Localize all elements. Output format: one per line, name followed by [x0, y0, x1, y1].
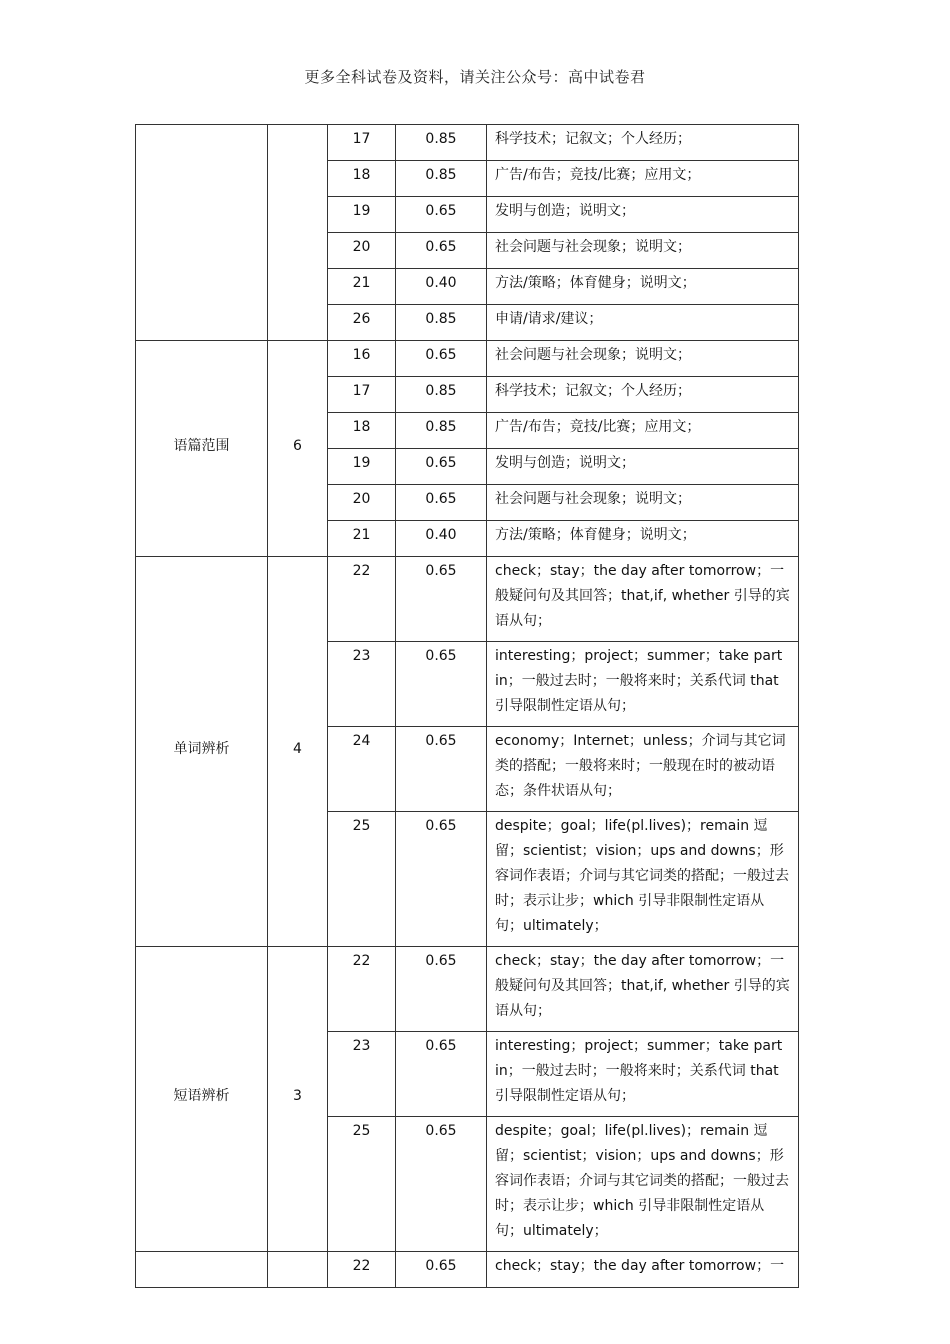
- topic-text: 社会问题与社会现象；说明文；: [487, 485, 799, 521]
- question-number: 20: [328, 233, 396, 269]
- knowledge-table: [135, 124, 799, 1288]
- count-cell: [268, 1252, 328, 1288]
- question-number: 17: [328, 377, 396, 413]
- topic-text: 科学技术；记叙文；个人经历；: [487, 125, 799, 161]
- category-cell: [136, 125, 268, 341]
- count-cell: 6: [268, 341, 328, 557]
- page-header: 更多全科试卷及资料，请关注公众号：高中试卷君: [304, 68, 646, 86]
- topic-text: interesting；project；summer；take part in；一般过去时；一般将来时；关系代词 that 引导限制性定语从句；: [487, 1032, 799, 1117]
- difficulty-value: 0.40: [396, 521, 487, 557]
- topic-text: 方法/策略；体育健身；说明文；: [487, 521, 799, 557]
- difficulty-value: 0.65: [396, 449, 487, 485]
- difficulty-value: 0.65: [396, 642, 487, 727]
- difficulty-value: 0.65: [396, 233, 487, 269]
- topic-text: 发明与创造；说明文；: [487, 449, 799, 485]
- topic-text: 广告/布告；竞技/比赛；应用文；: [487, 161, 799, 197]
- question-number: 24: [328, 727, 396, 812]
- count-cell: [268, 125, 328, 341]
- question-number: 22: [328, 947, 396, 1032]
- difficulty-value: 0.85: [396, 413, 487, 449]
- difficulty-value: 0.65: [396, 485, 487, 521]
- difficulty-value: 0.40: [396, 269, 487, 305]
- difficulty-value: 0.65: [396, 1032, 487, 1117]
- topic-text: interesting；project；summer；take part in；一般过去时；一般将来时；关系代词 that 引导限制性定语从句；: [487, 642, 799, 727]
- category-cell: [136, 1252, 268, 1288]
- topic-text: economy；Internet；unless；介词与其它词类的搭配；一般将来时；一般现在时的被动语态；条件状语从句；: [487, 727, 799, 812]
- table-row: [136, 341, 799, 377]
- question-number: 18: [328, 161, 396, 197]
- topic-text: check；stay；the day after tomorrow；一: [487, 1252, 799, 1288]
- topic-text: 广告/布告；竞技/比赛；应用文；: [487, 413, 799, 449]
- question-number: 25: [328, 812, 396, 947]
- question-number: 21: [328, 269, 396, 305]
- topic-text: 社会问题与社会现象；说明文；: [487, 341, 799, 377]
- topic-text: despite；goal；life(pl.lives)；remain 逗留；scientist；vision；ups and downs；形容词作表语；介词与其它词类的搭配；一般过去时；表示让步；which 引导非限制性定语从句；ultimately；: [487, 812, 799, 947]
- count-cell: 3: [268, 947, 328, 1252]
- table-row: [136, 1252, 799, 1288]
- difficulty-value: 0.65: [396, 1117, 487, 1252]
- question-number: 26: [328, 305, 396, 341]
- topic-text: 科学技术；记叙文；个人经历；: [487, 377, 799, 413]
- difficulty-value: 0.65: [396, 557, 487, 642]
- difficulty-value: 0.85: [396, 161, 487, 197]
- topic-text: check；stay；the day after tomorrow；一般疑问句及其回答；that,if, whether 引导的宾语从句；: [487, 947, 799, 1032]
- difficulty-value: 0.65: [396, 197, 487, 233]
- difficulty-value: 0.65: [396, 341, 487, 377]
- difficulty-value: 0.65: [396, 1252, 487, 1288]
- question-number: 23: [328, 1032, 396, 1117]
- table-row: [136, 557, 799, 642]
- question-number: 20: [328, 485, 396, 521]
- category-cell: 语篇范围: [136, 341, 268, 557]
- difficulty-value: 0.65: [396, 727, 487, 812]
- question-number: 17: [328, 125, 396, 161]
- topic-text: 申请/请求/建议；: [487, 305, 799, 341]
- difficulty-value: 0.65: [396, 947, 487, 1032]
- topic-text: 社会问题与社会现象；说明文；: [487, 233, 799, 269]
- question-number: 19: [328, 449, 396, 485]
- question-number: 23: [328, 642, 396, 727]
- question-number: 19: [328, 197, 396, 233]
- table-row: [136, 947, 799, 1032]
- question-number: 18: [328, 413, 396, 449]
- category-cell: 单词辨析: [136, 557, 268, 947]
- question-number: 22: [328, 1252, 396, 1288]
- topic-text: 方法/策略；体育健身；说明文；: [487, 269, 799, 305]
- question-number: 21: [328, 521, 396, 557]
- question-number: 22: [328, 557, 396, 642]
- question-number: 25: [328, 1117, 396, 1252]
- difficulty-value: 0.85: [396, 377, 487, 413]
- question-number: 16: [328, 341, 396, 377]
- difficulty-value: 0.85: [396, 125, 487, 161]
- topic-text: despite；goal；life(pl.lives)；remain 逗留；scientist；vision；ups and downs；形容词作表语；介词与其它词类的搭配；一般过去时；表示让步；which 引导非限制性定语从句；ultimately；: [487, 1117, 799, 1252]
- category-cell: 短语辨析: [136, 947, 268, 1252]
- topic-text: 发明与创造；说明文；: [487, 197, 799, 233]
- difficulty-value: 0.85: [396, 305, 487, 341]
- count-cell: 4: [268, 557, 328, 947]
- topic-text: check；stay；the day after tomorrow；一般疑问句及其回答；that,if, whether 引导的宾语从句；: [487, 557, 799, 642]
- table-row: [136, 125, 799, 161]
- difficulty-value: 0.65: [396, 812, 487, 947]
